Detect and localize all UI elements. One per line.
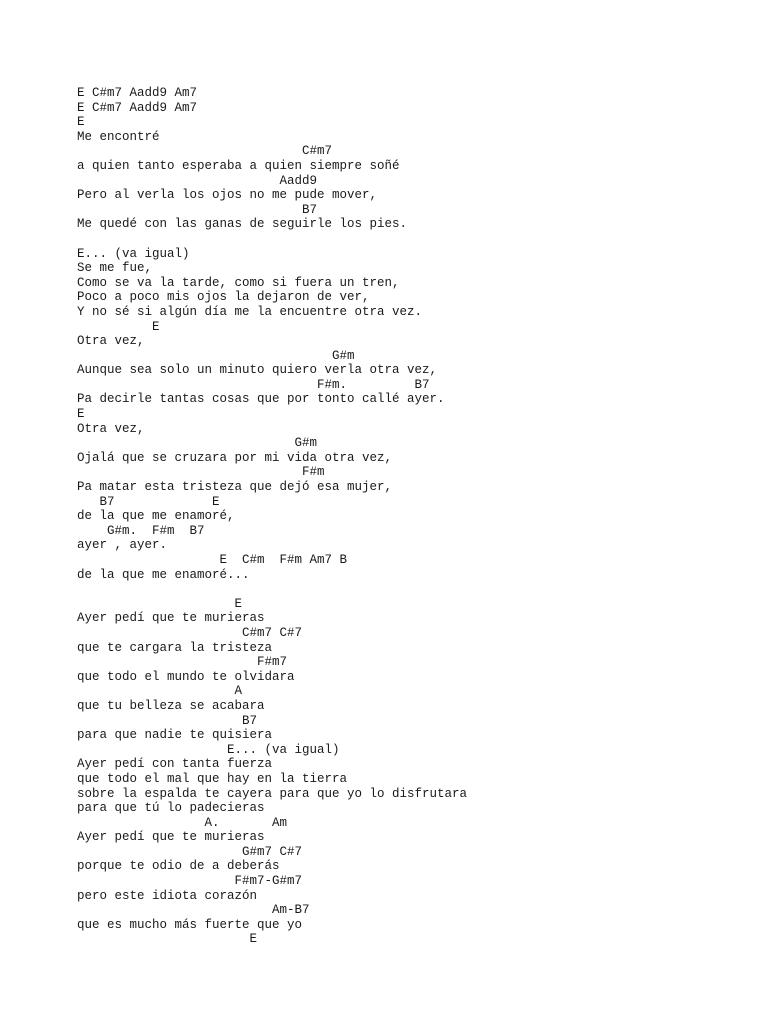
chord-line: Aadd9 <box>77 173 318 188</box>
blank-line <box>77 582 737 597</box>
chord-line: E <box>77 596 243 611</box>
chord-line: E <box>77 319 160 334</box>
lyric-line: Ayer pedí que te murieras <box>77 830 265 845</box>
chord-line: Am-B7 <box>77 903 310 918</box>
lyric-line: Como se va la tarde, como si fuera un tren, <box>77 275 400 290</box>
lyric-line: para que nadie te quisiera <box>77 728 273 743</box>
lyric-line: de la que me enamoré, <box>77 509 235 524</box>
chord-line: F#m <box>77 465 325 480</box>
lyric-line: que todo el mundo te olvidara <box>77 669 295 684</box>
chord-line: E... (va igual) <box>77 246 190 261</box>
chord-line: F#m7-G#m7 <box>77 874 303 889</box>
lyric-line: Poco a poco mis ojos la dejaron de ver, <box>77 290 370 305</box>
lyric-line: que te cargara la tristeza <box>77 640 273 655</box>
lyric-line: Aunque sea solo un minuto quiero verla otra vez, <box>77 363 438 378</box>
chord-line: G#m7 C#7 <box>77 844 303 859</box>
chord-line: B7 E <box>77 494 220 509</box>
lyric-line: Ayer pedí con tanta fuerza <box>77 757 273 772</box>
lyric-line: que tu belleza se acabara <box>77 698 265 713</box>
chord-line: E... (va igual) <box>77 742 340 757</box>
chord-line: E <box>77 407 85 422</box>
lyric-line: Pero al verla los ojos no me pude mover, <box>77 188 378 203</box>
lyric-line: Ayer pedí que te murieras <box>77 611 265 626</box>
chord-sheet <box>77 86 737 947</box>
lyric-line: ayer , ayer. <box>77 538 168 553</box>
lyric-line: que todo el mal que hay en la tierra <box>77 771 348 786</box>
lyric-line: Me encontré <box>77 129 160 144</box>
lyric-line: pero este idiota corazón <box>77 888 258 903</box>
lyric-line: Y no sé si algún día me la encuentre otra vez. <box>77 304 423 319</box>
lyric-line: a quien tanto esperaba a quien siempre soñé <box>77 158 400 173</box>
lyric-line: Otra vez, <box>77 334 145 349</box>
chord-line: E C#m7 Aadd9 Am7 <box>77 100 198 115</box>
chord-line: G#m. F#m B7 <box>77 523 205 538</box>
lyric-line: para que tú lo padecieras <box>77 801 265 816</box>
chord-line: B7 <box>77 202 318 217</box>
lyric-line: Se me fue, <box>77 261 153 276</box>
lyric-line: Pa matar esta tristeza que dejó esa mujer, <box>77 480 393 495</box>
lyric-line: sobre la espalda te cayera para que yo lo disfrutara <box>77 786 468 801</box>
chord-line: C#m7 C#7 <box>77 625 303 640</box>
lyric-line: que es mucho más fuerte que yo <box>77 917 303 932</box>
lyric-line: Me quedé con las ganas de seguirle los pies. <box>77 217 408 232</box>
chord-line: G#m <box>77 348 355 363</box>
lyric-line: Pa decirle tantas cosas que por tonto callé ayer. <box>77 392 445 407</box>
lyric-line: de la que me enamoré... <box>77 567 250 582</box>
lyric-line: porque te odio de a deberás <box>77 859 280 874</box>
chord-line: E C#m7 Aadd9 Am7 <box>77 86 198 100</box>
blank-line <box>77 232 737 247</box>
chord-line: F#m7 <box>77 655 288 670</box>
chord-line: G#m <box>77 436 318 451</box>
lyric-line: Otra vez, <box>77 421 145 436</box>
chord-line: E <box>77 115 85 130</box>
chord-line: F#m. B7 <box>77 377 430 392</box>
chord-line: E C#m F#m Am7 B <box>77 553 348 567</box>
chord-line: A <box>77 684 243 699</box>
chord-line: C#m7 <box>77 144 333 159</box>
chord-line: B7 <box>77 713 258 728</box>
chord-line: A. Am <box>77 815 288 830</box>
lyric-line: Ojalá que se cruzara por mi vida otra vez, <box>77 450 393 465</box>
chord-line: E <box>77 932 258 947</box>
